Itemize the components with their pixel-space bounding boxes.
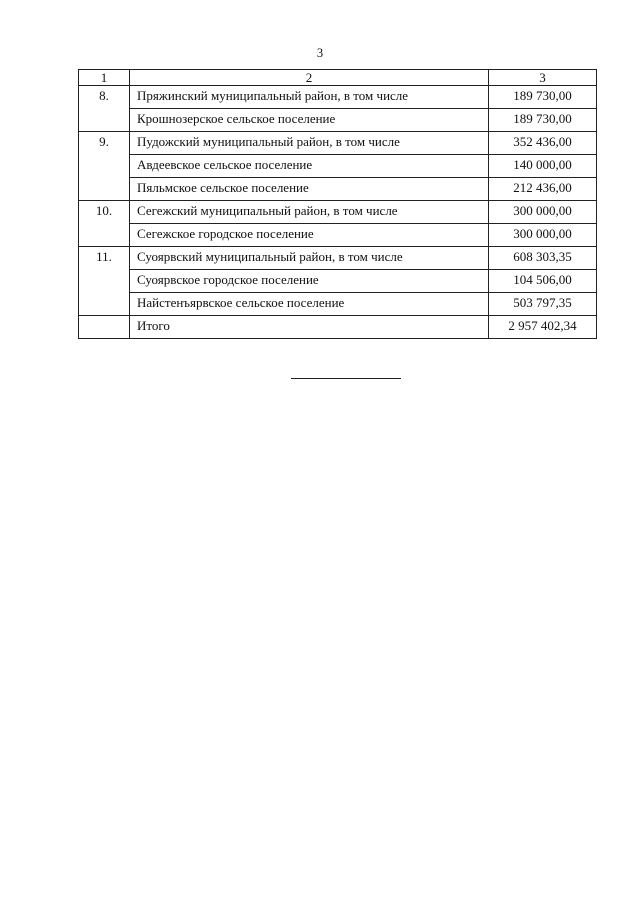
row-number: 10. [79, 201, 130, 247]
table-row [79, 178, 597, 201]
row-name: Суоярвское городское поселение [130, 270, 489, 293]
table-row [79, 293, 597, 316]
row-amount: 140 000,00 [489, 155, 597, 178]
table-row [79, 201, 597, 224]
row-name: Суоярвский муниципальный район, в том числе [130, 247, 489, 270]
row-amount: 189 730,00 [489, 86, 597, 109]
row-amount: 189 730,00 [489, 109, 597, 132]
total-number-cell [79, 316, 130, 339]
row-name: Сегежское городское поселение [130, 224, 489, 247]
row-amount: 300 000,00 [489, 201, 597, 224]
row-name: Пряжинский муниципальный район, в том числе [130, 86, 489, 109]
table-row [79, 270, 597, 293]
table-row [79, 247, 597, 270]
table-header-row [79, 70, 597, 86]
total-row [79, 316, 597, 339]
total-amount: 2 957 402,34 [489, 316, 597, 339]
row-number: 9. [79, 132, 130, 201]
row-name: Найстенъярвское сельское поселение [130, 293, 489, 316]
table-row [79, 109, 597, 132]
header-col-2: 2 [130, 70, 489, 86]
page-number: 3 [316, 46, 324, 60]
row-name: Пудожский муниципальный район, в том числе [130, 132, 489, 155]
table-row [79, 155, 597, 178]
table-row [79, 132, 597, 155]
table-row [79, 86, 597, 109]
row-amount: 608 303,35 [489, 247, 597, 270]
row-amount: 352 436,00 [489, 132, 597, 155]
closing-rule [291, 378, 401, 379]
row-number: 8. [79, 86, 130, 132]
row-amount: 300 000,00 [489, 224, 597, 247]
header-col-3: 3 [489, 70, 597, 86]
header-col-1: 1 [79, 70, 130, 86]
total-label: Итого [130, 316, 489, 339]
allocation-table [78, 69, 597, 339]
row-name: Сегежский муниципальный район, в том числе [130, 201, 489, 224]
row-name: Авдеевское сельское поселение [130, 155, 489, 178]
table-row [79, 224, 597, 247]
row-amount: 503 797,35 [489, 293, 597, 316]
row-amount: 212 436,00 [489, 178, 597, 201]
row-name: Пяльмское сельское поселение [130, 178, 489, 201]
row-name: Крошнозерское сельское поселение [130, 109, 489, 132]
row-amount: 104 506,00 [489, 270, 597, 293]
row-number: 11. [79, 247, 130, 316]
